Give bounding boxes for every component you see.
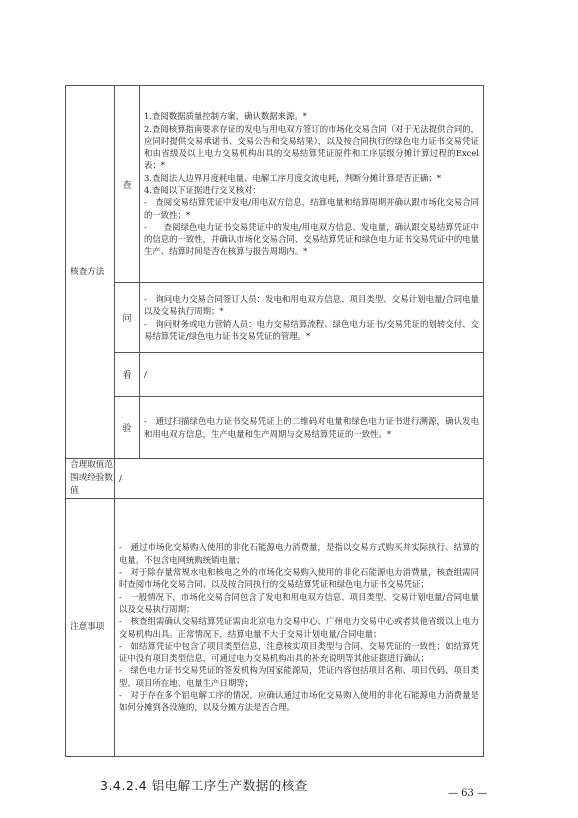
look-content: / (140, 353, 484, 397)
page-number: — 63 — (448, 788, 488, 799)
verification-table (65, 85, 484, 757)
check-line: - 查阅交易结算凭证中发电/用电双方信息，结算电量和结算周期并确认跟市场化交易合同的一致性；* (144, 197, 479, 220)
range-label: 合理取值范围或经验数值 (66, 459, 115, 499)
ask-line: - 询问电力交易合同签订人员：发电和用电双方信息、项目类型、交易计划电量/合同电量以及交易执行周期；* (144, 293, 479, 317)
check-line: 1.查阅数据质量控制方案，确认数据来源。* (144, 111, 307, 122)
table-row (66, 353, 484, 397)
notes-line: - 如结算凭证中包含了项目类型信息，注意核实项目类型与合同、交易凭证的一致性；如结算凭证中没有项目类型信息，可通过电力交易机构出具的补充说明等其他证据进行确认； (119, 640, 479, 664)
notes-line: - 核查组需确认交易结算凭证需由北京电力交易中心、广州电力交易中心或者其他省级以上电力交易机构出具。正常情况下，结算电量不大于交易计划电量/合同电量； (119, 616, 479, 639)
check-line: - 查阅绿色电力证书交易凭证中的发电/用电双方信息、发电量，确认跟交易结算凭证中的信息的一致性，并确认市场化交易合同、交易结算凭证和绿色电力证书交易凭证中的电量生产、结算时间是否在核算与报告周期内。* (144, 221, 479, 257)
notes-line: - 一般情况下，市场化交易合同包含了发电和用电双方信息、项目类型、交易计划电量/合同电量以及交易执行周期； (119, 591, 479, 614)
table-row (66, 283, 484, 353)
notes-line: - 通过市场化交易购入使用的非化石能源电力消费量，是指以交易方式购买并实际执行、结算的电量，不包含电网统购统销电量； (119, 542, 479, 565)
look-label: 看 (115, 353, 140, 397)
check-content (140, 86, 484, 283)
verify-label: 验 (115, 397, 140, 459)
range-content: / (115, 459, 484, 499)
notes-line: - 对于存在多个铝电解工序的情况，应确认通过市场化交易购入使用的非化石能源电力消费量是如何分摊到各设施的，以及分摊方法是否合理。 (119, 689, 479, 713)
method-label: 核查方法 (66, 86, 115, 459)
ask-content (140, 283, 484, 353)
check-line: 2.查阅核算指南要求存证的发电与用电双方签订的市场化交易合同（对于无法提供合同的，应同时提供交易承诺书、交易公告和交易结果），以及按合同执行的绿色电力证书交易凭证和由省级及以上电力交易机构出具的交易结算凭证原件和工序层级分摊计算过程的Excel表；* (144, 123, 479, 171)
ask-line: - 询问财务或电力营销人员：电力交易结算流程、绿色电力证书/交易凭证的划转交付、交易结算凭证/绿色电力证书交易凭证的管理。* (144, 318, 479, 341)
check-line: 3.查阅法人边界月度耗电量、电解工序月度交流电耗，判断分摊计算是否正确；* (144, 172, 441, 183)
verify-line: - 通过扫描绿色电力证书交易凭证上的二维码对电量和绿色电力证书进行溯源，确认发电和用电双方信息，生产电量和生产周期与交易结算凭证的一致性。* (144, 416, 479, 439)
table-row (66, 499, 484, 757)
notes-content (115, 499, 484, 757)
verify-content (140, 397, 484, 459)
check-label: 查 (115, 86, 140, 283)
notes-line: - 对于除存量常规水电和核电之外的市场化交易购入使用的非化石能源电力消费量，核查组需同时查阅市场化交易合同、以及按合同执行的交易结算凭证和绿色电力证书交易凭证； (119, 567, 479, 590)
table-row (66, 86, 484, 283)
notes-line: - 绿色电力证书交易凭证的签发机构为国家能源局，凭证内容包括项目名称、项目代码、项目类型、项目所在地、电量生产日期等； (119, 665, 479, 688)
ask-label: 问 (115, 283, 140, 353)
section-subheading: 3.4.2.4 铝电解工序生产数据的核查 (100, 778, 308, 793)
check-line: 4.查阅以下证据进行交叉核对： (144, 185, 261, 195)
table-row (66, 459, 484, 499)
table-row (66, 397, 484, 459)
notes-label: 注意事项 (66, 499, 115, 757)
